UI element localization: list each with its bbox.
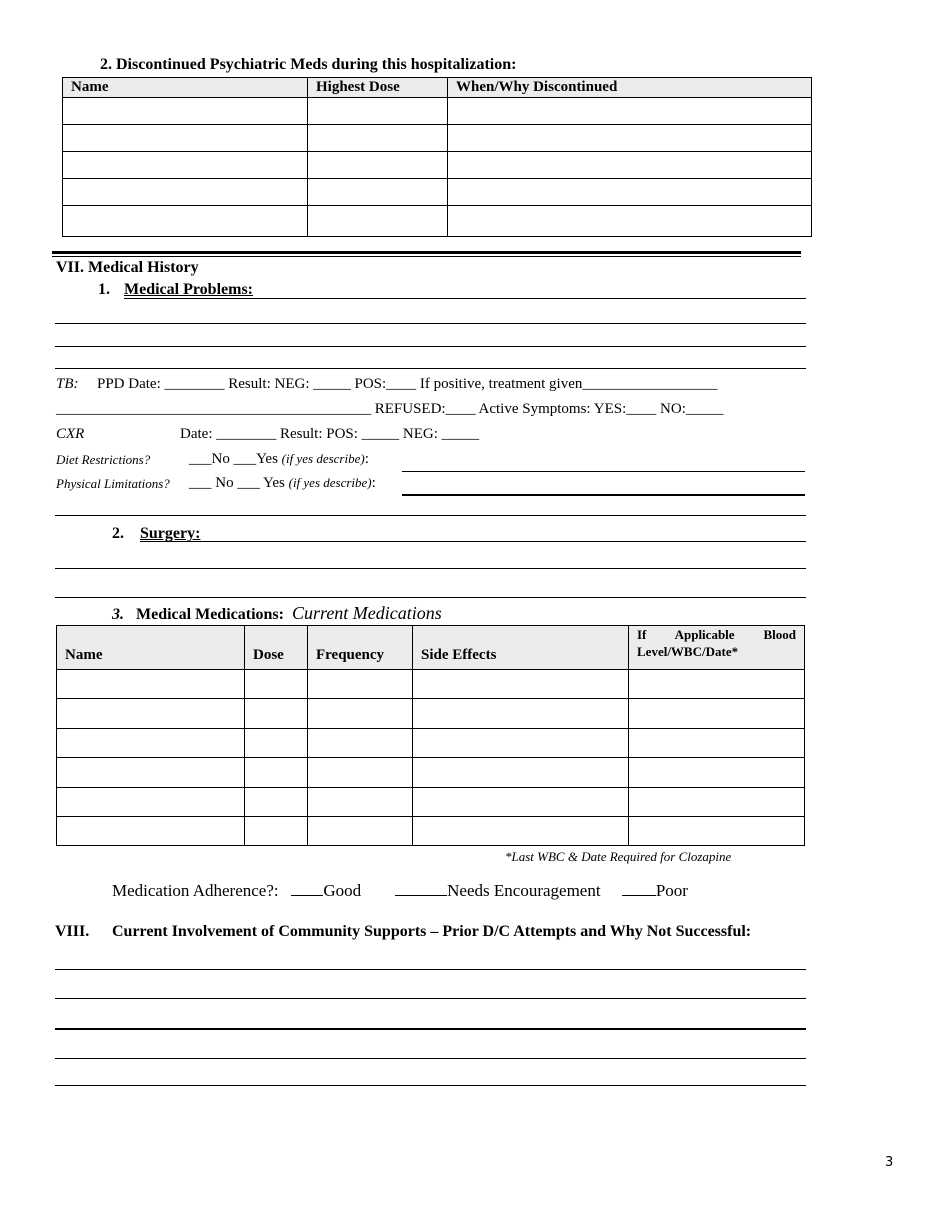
community-title: Current Involvement of Community Supports – Prior D/C Attempts and Why Not Successful: [112, 923, 752, 940]
diet-describe-line[interactable] [402, 471, 805, 472]
physical-describe-line[interactable] [402, 494, 805, 496]
current-medications-table [56, 625, 805, 846]
table-row [63, 206, 812, 237]
tb-label: TB: [56, 376, 79, 392]
medical-problems-line-2[interactable] [55, 323, 806, 324]
table-row [57, 729, 805, 758]
med-col-dose: Dose [245, 626, 308, 670]
section-divider [52, 251, 801, 254]
table-row [57, 817, 805, 846]
clozapine-footnote: *Last WBC & Date Required for Clozapine [505, 849, 732, 864]
physical-label: Physical Limitations? [56, 476, 170, 491]
table-row [57, 670, 805, 699]
meds-number: 3. [112, 606, 124, 623]
med-col-blood-level: If Applicable Blood Level/WBC/Date* [629, 626, 805, 670]
meds-title: Medical Medications: [136, 606, 284, 623]
tb-line-2[interactable]: __________________________________________ REFUSED:____ Active Symptoms: YES:____ NO:_____ [56, 401, 724, 417]
col-highest-dose: Highest Dose [308, 78, 448, 98]
table-row [57, 699, 805, 729]
community-line-2[interactable] [55, 998, 806, 999]
col-when-why: When/Why Discontinued [448, 78, 812, 98]
diet-note: (if yes describe) [281, 451, 365, 466]
adherence-poor: Poor [655, 881, 688, 900]
adherence-label: Medication Adherence?: [112, 881, 279, 900]
community-line-4[interactable] [55, 1058, 806, 1059]
table-row [63, 152, 812, 179]
surgery-number: 2. [112, 525, 124, 542]
adherence-needs-blank[interactable] [395, 883, 447, 896]
table-row [63, 125, 812, 152]
page-number: 3 [885, 1155, 894, 1170]
tb-line-1[interactable]: PPD Date: ________ Result: NEG: _____ POS:____ If positive, treatment given__________________ [97, 376, 718, 392]
community-line-1[interactable] [55, 969, 806, 970]
community-line-5[interactable] [55, 1085, 806, 1086]
adherence-needs: Needs Encouragement [447, 881, 601, 900]
medical-history-heading: VII. Medical History [56, 259, 199, 276]
table-row [63, 179, 812, 206]
medical-medications-heading [112, 603, 442, 624]
adherence-poor-blank[interactable] [622, 883, 656, 896]
med-col-name: Name [57, 626, 245, 670]
surgery-line-3[interactable] [55, 597, 806, 598]
diet-yes-no[interactable]: ___No ___Yes [189, 451, 278, 467]
medical-problems-line-4[interactable] [55, 368, 806, 369]
diet-options[interactable] [189, 451, 369, 468]
cxr-fields[interactable]: Date: ________ Result: POS: _____ NEG: _____ [180, 426, 480, 442]
surgery-line-1[interactable] [140, 541, 806, 542]
table-row [63, 98, 812, 125]
adherence-good: Good [323, 881, 362, 900]
community-number: VIII. [55, 923, 90, 940]
discontinued-meds-table [62, 77, 812, 237]
medical-problems-line-3[interactable] [55, 346, 806, 347]
med-col-frequency: Frequency [308, 626, 413, 670]
medication-adherence [112, 881, 688, 901]
diet-colon: : [364, 451, 369, 467]
medical-problems-title: Medical Problems: [124, 281, 254, 298]
physical-options[interactable] [189, 475, 376, 492]
table-row [57, 788, 805, 817]
meds-subtitle: Current Medications [291, 603, 442, 623]
section-divider-thin [52, 256, 801, 257]
medical-problems-number: 1. [98, 281, 110, 298]
physical-yes-no[interactable]: ___ No ___ Yes [189, 475, 285, 491]
med-col-side-effects: Side Effects [413, 626, 629, 670]
table-row [57, 758, 805, 788]
discontinued-heading: 2. Discontinued Psychiatric Meds during this hospitalization: [100, 56, 517, 73]
physical-colon: : [371, 475, 376, 491]
physical-note: (if yes describe) [288, 475, 372, 490]
community-line-3[interactable] [55, 1028, 806, 1030]
cxr-label: CXR [56, 426, 85, 442]
physical-extra-line[interactable] [55, 515, 806, 516]
medical-problems-line-1[interactable] [124, 298, 806, 299]
surgery-line-2[interactable] [55, 568, 806, 569]
col-name: Name [63, 78, 308, 98]
adherence-good-blank[interactable] [291, 883, 323, 896]
surgery-title: Surgery: [140, 525, 201, 542]
diet-label: Diet Restrictions? [56, 452, 151, 467]
